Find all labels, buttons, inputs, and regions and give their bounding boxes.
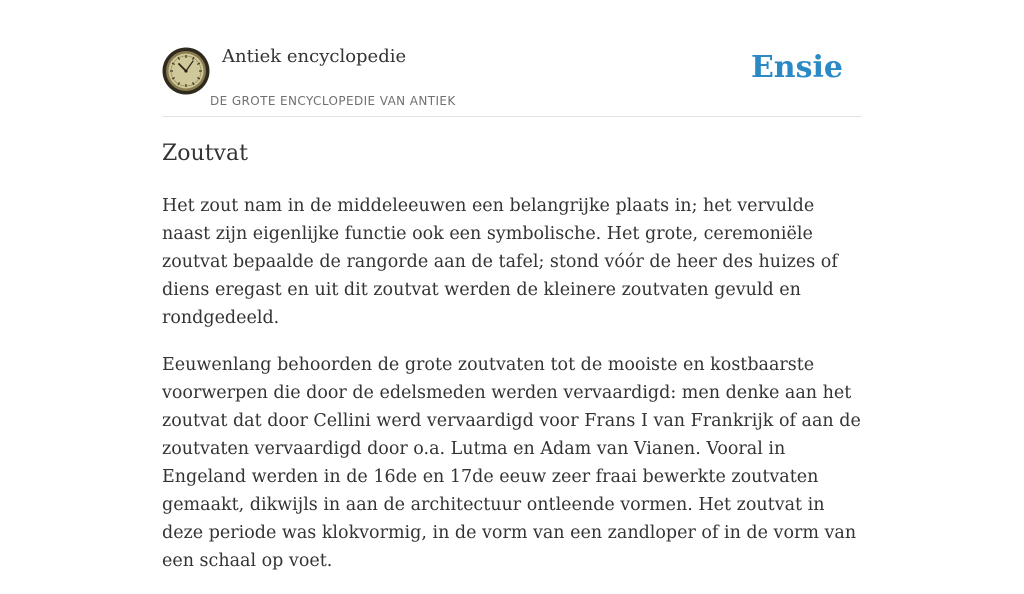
article: [162, 138, 866, 594]
article-paragraph: Eeuwenlang behoorden de grote zoutvaten tot de mooiste en kostbaarste voorwerpen die door de edelsmeden werden vervaardigd: men denke aan het zoutvat dat door Cellini werd vervaardigd voor Frans I van Frankrijk of aan de zoutvaten vervaardigd door o.a. Lutma en Adam van Vianen. Vooral in Engeland werden in de 16de en 17de eeuw zeer fraai bewerkte zoutvaten gemaakt, dikwijls in aan de architectuur ontleende vormen. Het zoutvat in deze periode was klokvormig, in de vorm van een zandloper of in de vorm van een schaal op voet.: [162, 355, 861, 571]
article-paragraph: Het zout nam in de middeleeuwen een belangrijke plaats in; het vervulde naast zijn eigenlijke functie ook een symbolische. Het grote, ceremoniële zoutvat bepaalde de rangorde aan de tafel; stond vóór de heer des huizes of diens eregast en uit dit zoutvat werden de kleinere zoutvaten gevuld en rondgedeeld.: [162, 196, 838, 328]
site-header: [162, 0, 862, 117]
ensie-brand-link[interactable]: Ensie: [750, 50, 843, 85]
site-subtitle: DE GROTE ENCYCLOPEDIE VAN ANTIEK: [210, 94, 456, 108]
antique-clock-icon[interactable]: [162, 47, 210, 95]
site-title[interactable]: Antiek encyclopedie: [222, 46, 407, 67]
article-title: Zoutvat: [162, 141, 248, 166]
